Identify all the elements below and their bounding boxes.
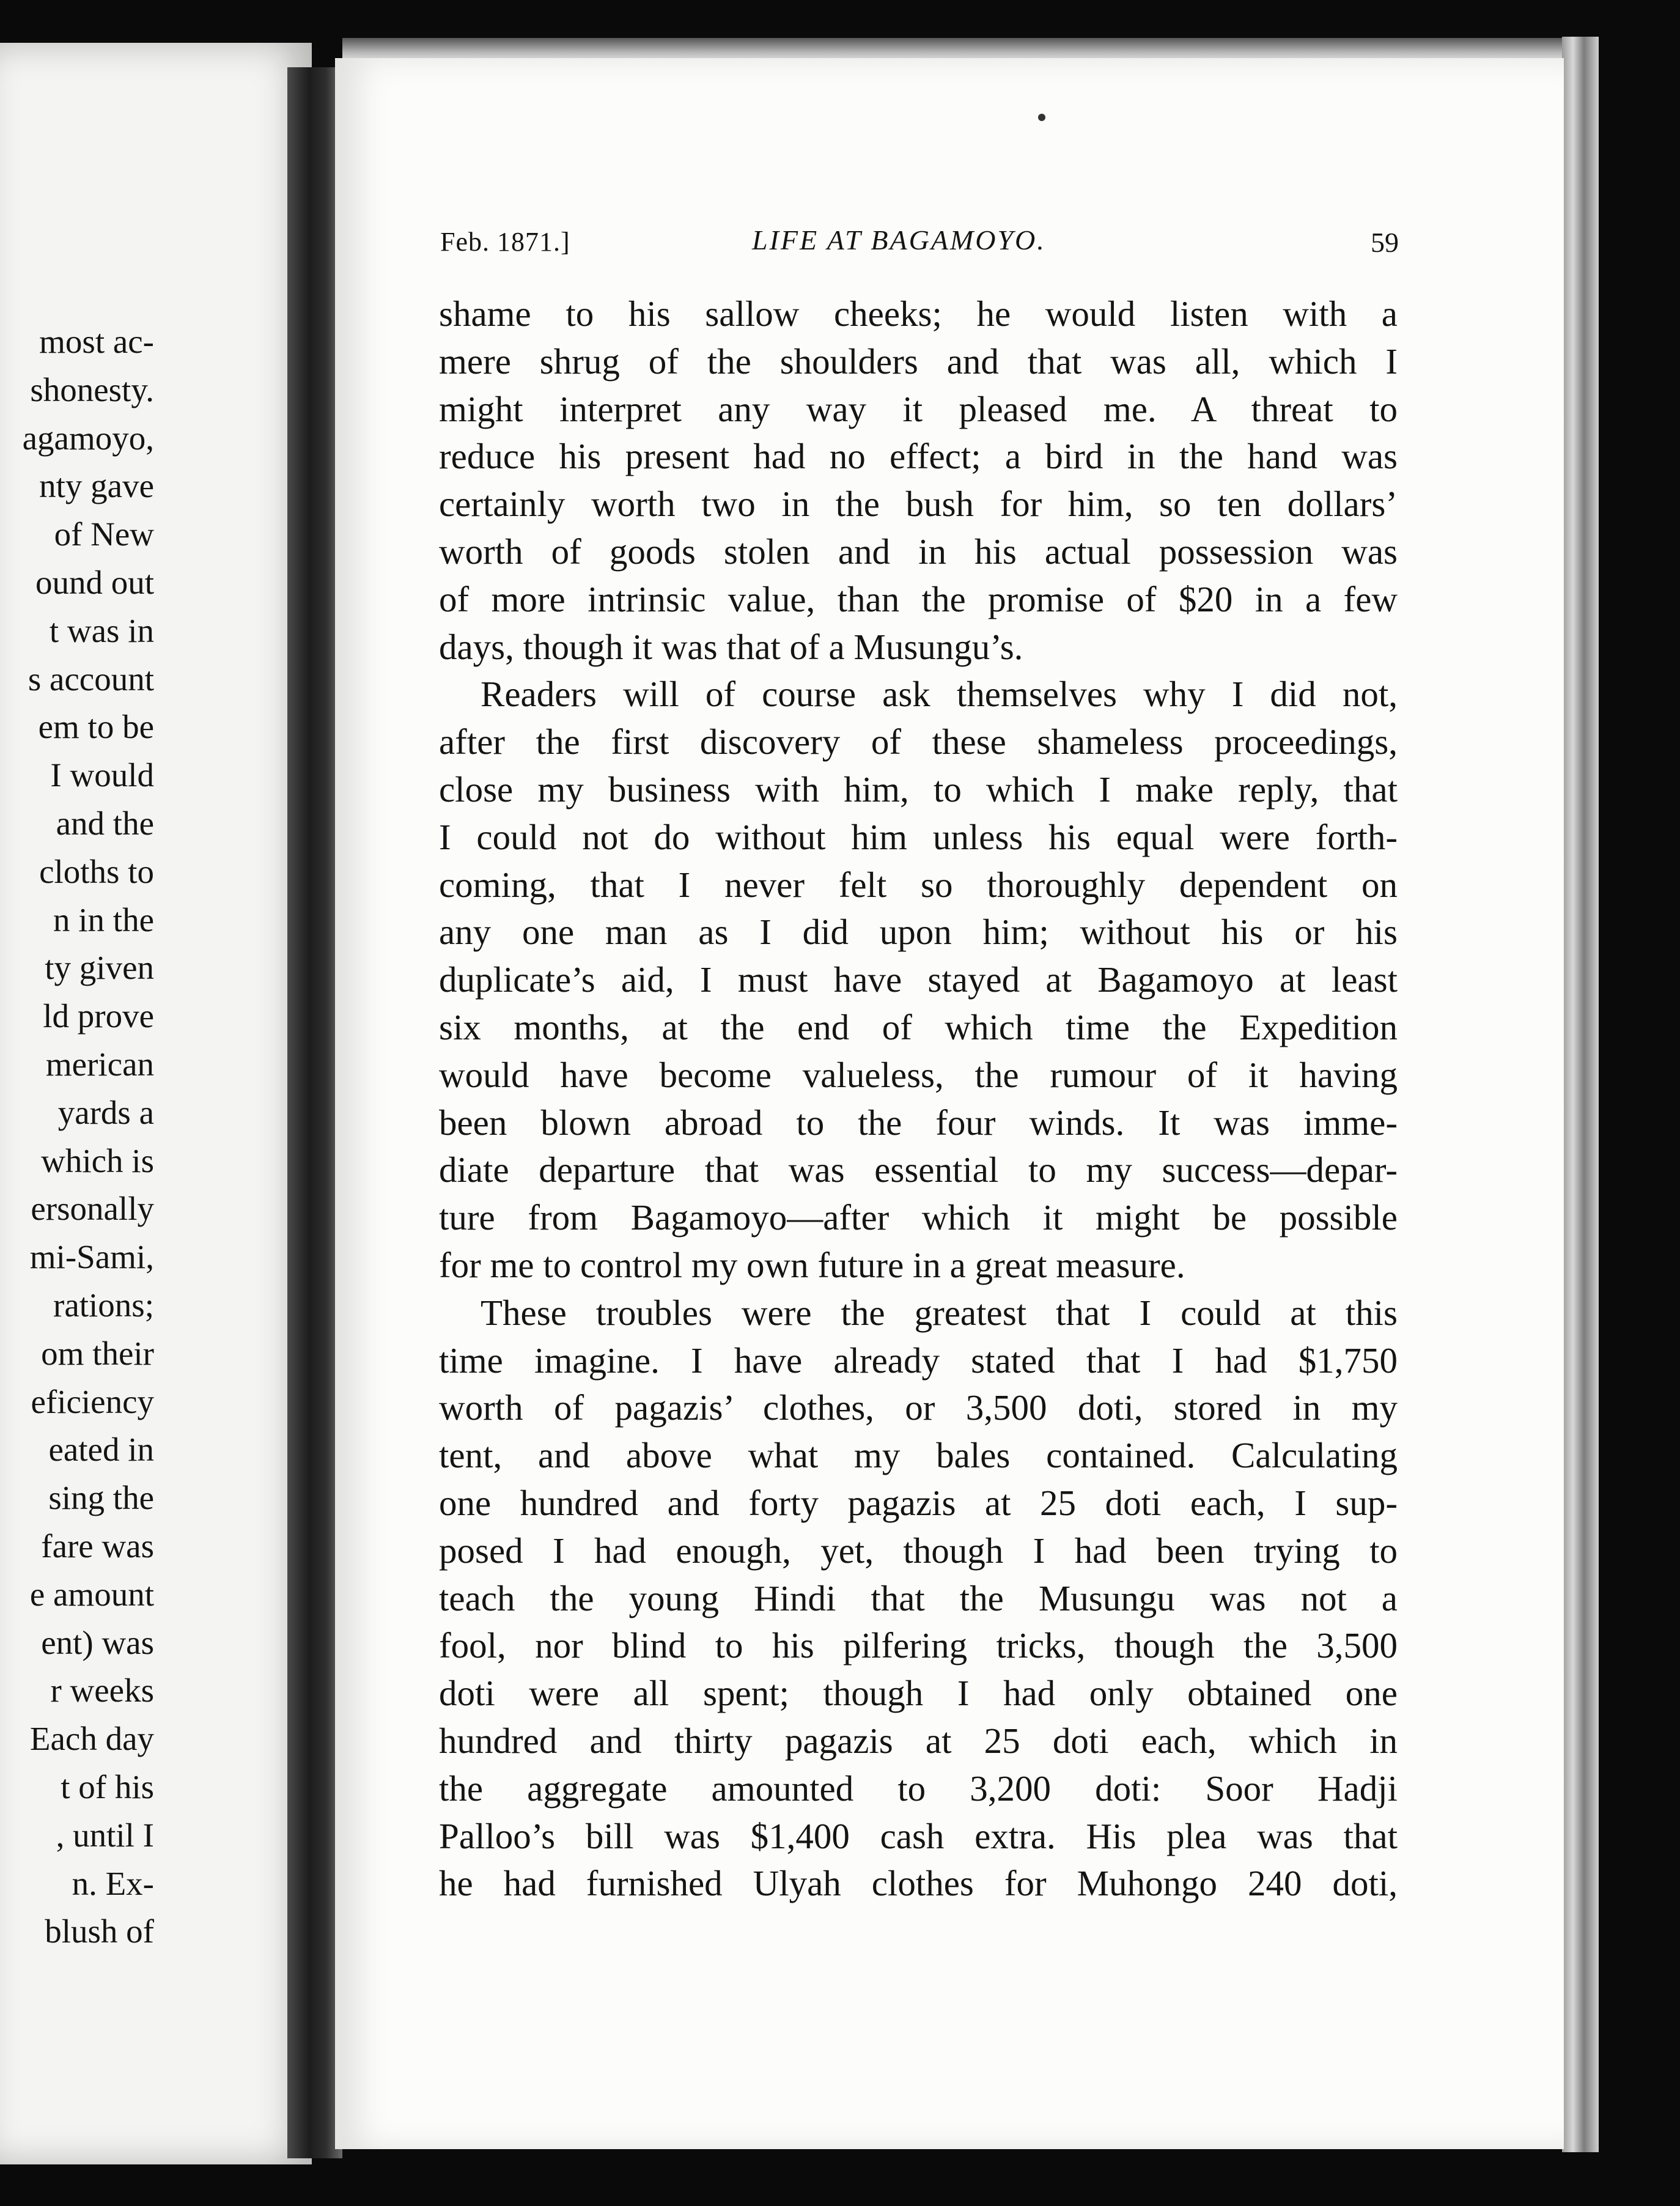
header-date: Feb. 1871.] (440, 227, 570, 257)
body-line: time imagine. I have already stated that I had $1,750 (439, 1340, 1398, 1381)
body-line: These troubles were the greatest that I could at this (481, 1292, 1398, 1333)
left-page-line: ersonally (31, 1190, 154, 1228)
page-number: 59 (1371, 227, 1399, 258)
body-line: one hundred and forty pagazis at 25 doti each, I sup- (439, 1482, 1398, 1523)
left-page-line: om their (41, 1334, 154, 1372)
body-line: six months, at the end of which time the Expedition (439, 1006, 1398, 1047)
body-line: he had furnished Ulyah clothes for Muhongo 240 doti, (439, 1863, 1398, 1904)
body-line: would have become valueless, the rumour of it having (439, 1054, 1398, 1095)
body-line: I could not do without him unless his equal were forth- (439, 816, 1398, 857)
body-line: teach the young Hindi that the Musungu was not a (439, 1577, 1398, 1618)
body-line: worth of pagazis’ clothes, or 3,500 doti, stored in my (439, 1387, 1398, 1428)
left-page-line: of New (54, 515, 154, 553)
dust-speck (1038, 114, 1045, 121)
left-page-line: yards a (57, 1093, 154, 1131)
left-page-line: ld prove (43, 997, 154, 1035)
left-page-line: n in the (53, 901, 154, 939)
left-page-line: r weeks (50, 1672, 154, 1710)
left-page-line: Each day (29, 1720, 154, 1758)
body-line: the aggregate amounted to 3,200 doti: Soor Hadji (439, 1768, 1398, 1809)
left-page-line: sing the (48, 1479, 154, 1517)
left-page (0, 43, 312, 2164)
left-page-line: most ac- (39, 323, 154, 360)
body-line: days, though it was that of a Musungu’s. (439, 626, 1023, 667)
left-page-line: ty given (45, 949, 154, 987)
left-page-line: cloths to (39, 852, 154, 890)
body-line: for me to control my own future in a great measure. (439, 1244, 1185, 1285)
body-line: coming, that I never felt so thoroughly dependent on (439, 864, 1398, 905)
left-page-line: rations; (53, 1286, 154, 1324)
left-page-line: merican (45, 1045, 154, 1083)
body-line: mere shrug of the shoulders and that was all, which I (439, 341, 1398, 382)
body-line: reduce his present had no effect; a bird in the hand was (439, 436, 1398, 477)
body-text (439, 290, 1398, 1908)
left-page-line: t of his (61, 1768, 154, 1806)
body-line: after the first discovery of these shameless proceedings, (439, 721, 1398, 762)
left-page-line: , until I (56, 1816, 154, 1854)
body-line: any one man as I did upon him; without his or his (439, 912, 1398, 953)
body-line: close my business with him, to which I make reply, that (439, 769, 1398, 810)
body-line: tent, and above what my bales contained. Calculating (439, 1435, 1398, 1476)
left-page-line: I would (50, 756, 154, 794)
header-title: LIFE AT BAGAMOYO. (752, 224, 1046, 256)
body-line: doti were all spent; though I had only obtained one (439, 1673, 1398, 1714)
left-page-line: ound out (35, 563, 154, 601)
body-line: hundred and thirty pagazis at 25 doti each, which in (439, 1720, 1398, 1761)
left-page-line: and the (56, 804, 154, 842)
body-line: diate departure that was essential to my success—depar- (439, 1149, 1398, 1190)
body-line: posed I had enough, yet, though I had been trying to (439, 1530, 1398, 1571)
left-page-line: nty gave (39, 467, 154, 505)
left-page-line: ent) was (41, 1623, 154, 1661)
left-page-line: s account (28, 660, 154, 698)
body-line: Readers will of course ask themselves why I did not, (481, 674, 1398, 715)
left-page-line: em to be (38, 708, 154, 746)
book-gutter (287, 67, 342, 2158)
left-page-line: fare was (41, 1527, 154, 1565)
left-page-line: blush of (45, 1913, 154, 1950)
body-line: been blown abroad to the four winds. It was imme- (439, 1102, 1398, 1143)
body-line: fool, nor blind to his pilfering tricks, though the 3,500 (439, 1625, 1398, 1666)
page-stack-edge (1562, 37, 1599, 2152)
left-page-line: n. Ex- (72, 1864, 154, 1902)
body-line: certainly worth two in the bush for him, so ten dollars’ (439, 484, 1398, 525)
body-line: worth of goods stolen and in his actual possession was (439, 531, 1398, 572)
left-page-line: mi-Sami, (29, 1238, 154, 1276)
left-page-line: which is (41, 1142, 154, 1179)
running-header (440, 221, 1399, 264)
body-line: might interpret any way it pleased me. A threat to (439, 388, 1398, 429)
left-page-line: e amount (29, 1575, 154, 1613)
body-line: duplicate’s aid, I must have stayed at Bagamoyo at least (439, 959, 1398, 1000)
left-page-line: eated in (48, 1431, 154, 1469)
left-page-line: agamoyo, (22, 419, 154, 457)
left-page-line: eficiency (31, 1382, 154, 1420)
left-page-line: t was in (49, 611, 154, 649)
body-line: shame to his sallow cheeks; he would listen with a (439, 293, 1398, 334)
body-line: Palloo’s bill was $1,400 cash extra. His plea was that (439, 1815, 1398, 1856)
left-page-line: shonesty. (30, 371, 154, 408)
left-page-text (0, 318, 154, 1956)
body-line: ture from Bagamoyo—after which it might be possible (439, 1197, 1398, 1238)
body-line: of more intrinsic value, than the promise of $20 in a few (439, 578, 1398, 619)
